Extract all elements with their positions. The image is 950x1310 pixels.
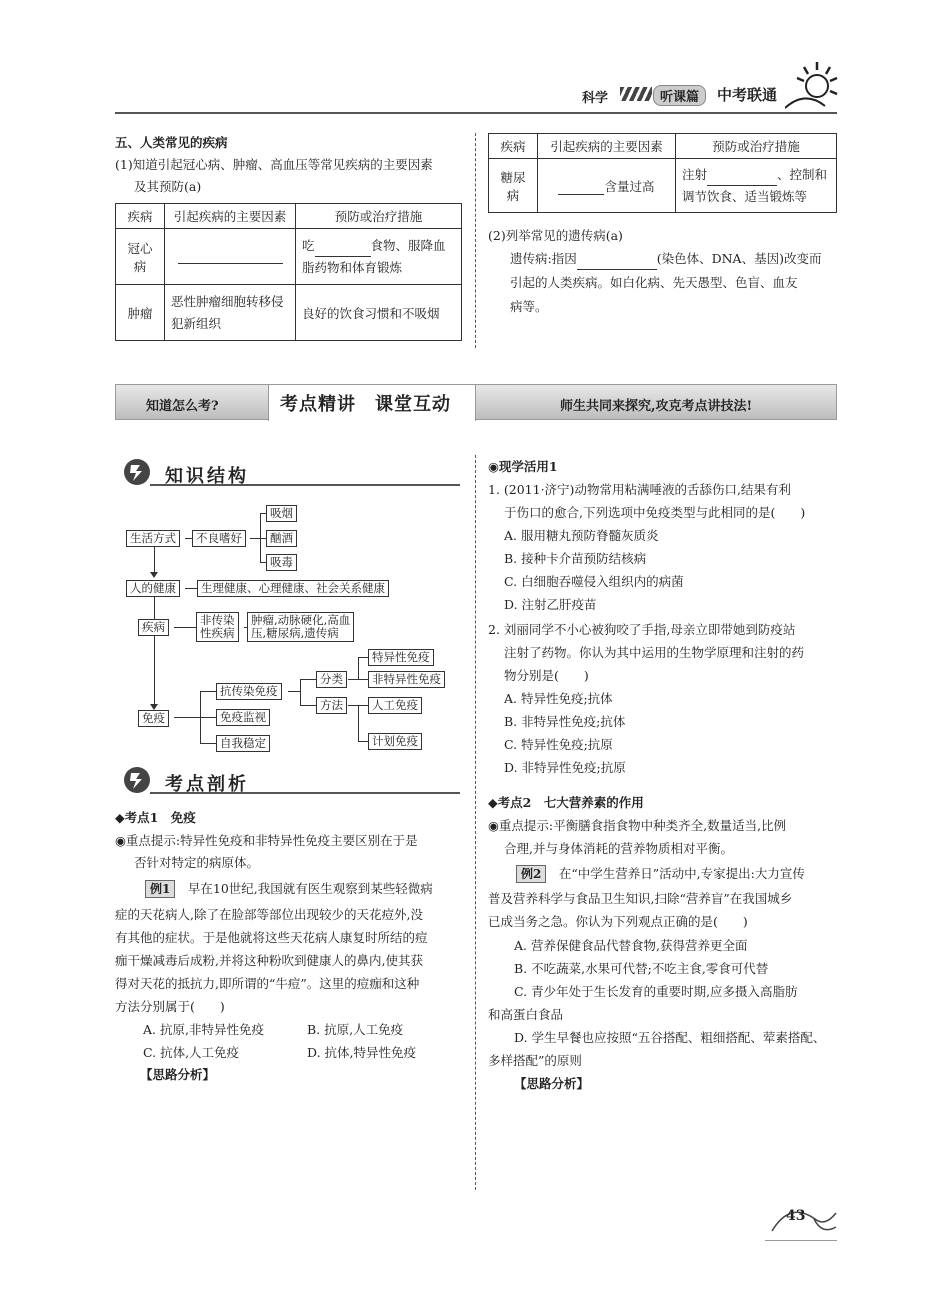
connector	[300, 679, 316, 680]
node-classify: 分类	[316, 671, 347, 688]
q1-option-a[interactable]: A. 服用糖丸预防脊髓灰质炎	[504, 528, 659, 543]
table-header: 预防或治疗措施	[296, 204, 462, 229]
connector	[185, 588, 197, 589]
example2-option-c[interactable]: C. 青少年处于生长发育的重要时期,应多摄入高脂肪	[514, 984, 798, 999]
q2-line3: 物分别是( )	[504, 668, 589, 683]
example1-option-a[interactable]: A. 抗原,非特异性免疫	[143, 1022, 264, 1037]
node-artificial: 人工免疫	[368, 697, 422, 714]
table-cell-disease: 糖尿病	[489, 159, 538, 213]
example2-option-a[interactable]: A. 营养保健食品代替食物,获得营养更全面	[514, 938, 748, 953]
arrow-down-icon	[150, 572, 158, 578]
example1-option-d[interactable]: D. 抗体,特异性免疫	[307, 1045, 416, 1060]
table-header: 预防或治疗措施	[676, 134, 837, 159]
banner-center-text: 考点精讲 课堂互动	[280, 394, 451, 415]
analysis-heading: 考点剖析	[165, 774, 249, 795]
section5-title: 五、人类常见的疾病	[115, 135, 228, 150]
point2-tip-line1: ◉重点提示:平衡膳食指食物中种类齐全,数量适当,比例	[488, 818, 787, 833]
q2-option-b[interactable]: B. 非特异性免疫;抗体	[504, 714, 626, 729]
node-specific: 特异性免疫	[368, 649, 434, 666]
table-cell-prevent: 注射 、控制和 调节饮食、适当锻炼等	[676, 159, 837, 213]
connector	[288, 691, 300, 692]
connector	[250, 538, 260, 539]
knowledge-heading: 知识结构	[165, 466, 249, 487]
connector	[358, 679, 368, 680]
example1-line2: 有其他的症状。于是他就将这些天花病人康复时所结的痘	[115, 930, 428, 945]
analysis-label-2: 【思路分析】	[514, 1076, 590, 1091]
fill-blank[interactable]	[577, 255, 657, 270]
header-stripes-icon	[620, 87, 652, 101]
example2-line1: 普及营养科学与食品卫生知识,扫除“营养盲”在我国城乡	[488, 891, 793, 906]
node-disease: 疾病	[138, 619, 169, 636]
table-header: 引起疾病的主要因素	[538, 134, 676, 159]
node-lifestyle: 生活方式	[126, 530, 180, 547]
q2-option-c[interactable]: C. 特异性免疫;抗原	[504, 737, 613, 752]
fill-blank[interactable]	[315, 242, 371, 257]
fill-blank[interactable]	[707, 171, 777, 186]
node-planned: 计划免疫	[368, 733, 422, 750]
section5-item1-line2: 及其预防(a)	[134, 179, 202, 194]
connector	[358, 705, 368, 706]
node-drink: 酗酒	[266, 530, 297, 547]
table-cell-prevent: 吃 食物、服降血脂药物和体育锻炼	[296, 229, 462, 285]
connector	[348, 705, 358, 706]
page-header	[115, 60, 837, 110]
point1-tip-line1: ◉重点提示:特异性免疫和非特异性免疫主要区别在于是	[115, 833, 418, 848]
q2-line1: 2. 刘丽同学不小心被狗咬了手指,母亲立即带她到防疫站	[488, 622, 796, 637]
connector	[154, 547, 155, 575]
node-badhabit: 不良嗜好	[192, 530, 246, 547]
tag-label: 听课篇	[653, 85, 706, 106]
subject-label: 科学	[582, 91, 609, 106]
connector	[200, 717, 216, 718]
example2-option-c-cont: 和高蛋白食品	[488, 1007, 564, 1022]
connector	[358, 741, 368, 742]
point2-tip-line2: 合理,并与身体消耗的营养物质相对平衡。	[504, 841, 733, 856]
node-nonspecific: 非特异性免疫	[368, 671, 445, 688]
connector	[358, 657, 368, 658]
footer-rule	[765, 1240, 837, 1241]
table-cell-cause	[165, 229, 296, 285]
connector	[174, 717, 200, 718]
example2-option-d[interactable]: D. 学生早餐也应按照“五谷搭配、粗细搭配、荤素搭配、	[514, 1030, 826, 1045]
example1-line5: 方法分别属于( )	[115, 999, 225, 1014]
q2-option-d[interactable]: D. 非特异性免疫;抗原	[504, 760, 626, 775]
item2-line1: 遗传病:指因 (染色体、DNA、基因)改变而	[510, 247, 821, 270]
table-cell-prevent: 良好的饮食习惯和不吸烟	[296, 285, 462, 341]
connector	[358, 705, 359, 741]
q2-line2: 注射了药物。你认为其中运用的生物学原理和注射的药	[504, 645, 805, 660]
node-smoke: 吸烟	[266, 505, 297, 522]
point2-title: ◆考点2 七大营养素的作用	[488, 795, 644, 810]
analysis-heading-icon	[122, 765, 152, 795]
banner-right-text: 师生共同来探究,攻克考点讲技法!	[560, 399, 753, 414]
node-noninfectious: 非传染 性疾病	[196, 612, 239, 642]
q1-option-b[interactable]: B. 接种卡介苗预防结核病	[504, 551, 647, 566]
example2-option-d-cont: 多样搭配”的原则	[488, 1053, 582, 1068]
node-health: 人的健康	[126, 580, 180, 597]
page-number: 43	[786, 1208, 806, 1224]
q1-line2: 于伤口的愈合,下列选项中免疫类型与此相同的是( )	[504, 505, 806, 520]
q1-line1: 1. (2011·济宁)动物常用粘满唾液的舌舔伤口,结果有利	[488, 482, 791, 497]
item2-title: (2)列举常见的遗传病(a)	[488, 228, 623, 243]
example1-line0: 例1 早在10世纪,我国就有医生观察到某些轻微病	[145, 877, 433, 900]
column-divider	[475, 133, 477, 348]
node-immune: 免疫	[138, 710, 169, 727]
knowledge-heading-icon	[122, 457, 152, 487]
item2-line3: 病等。	[510, 299, 548, 314]
example1-line1: 症的天花病人,除了在脸部等部位出现较少的天花痘外,没	[115, 907, 423, 922]
q1-option-c[interactable]: C. 白细胞吞噬侵入组织内的病菌	[504, 574, 684, 589]
example1-option-c[interactable]: C. 抗体,人工免疫	[143, 1045, 240, 1060]
example-label: 例1	[145, 880, 175, 898]
fill-blank[interactable]	[558, 180, 604, 195]
example1-line4: 得对天花的抵抗力,即所谓的“牛痘”。这里的痘痂和这种	[115, 976, 420, 991]
point1-tip-line2: 否针对特定的病原体。	[134, 855, 260, 870]
table-cell-disease: 肿瘤	[116, 285, 165, 341]
banner-left-text: 知道怎么考?	[146, 399, 219, 414]
node-self-stable: 自我稳定	[216, 735, 270, 752]
node-health-def: 生理健康、心理健康、社会关系健康	[197, 580, 389, 597]
example1-line3: 痂干燥减毒后成粉,并将这种粉吹到健康人的鼻内,使其获	[115, 953, 423, 968]
connector	[154, 597, 155, 709]
point1-title: ◆考点1 免疫	[115, 810, 196, 825]
q2-option-a[interactable]: A. 特异性免疫;抗体	[504, 691, 613, 706]
node-immune-monitor: 免疫监视	[216, 709, 270, 726]
q1-option-d[interactable]: D. 注射乙肝疫苗	[504, 597, 597, 612]
connector	[200, 691, 216, 692]
disease-table-left	[115, 203, 462, 341]
connector	[348, 679, 358, 680]
connector	[358, 657, 359, 679]
brand-label: 中考联通	[717, 86, 778, 104]
fill-blank[interactable]	[178, 249, 283, 264]
item2-line2: 引起的人类疾病。如白化病、先天愚型、色盲、血友	[510, 275, 798, 290]
example2-line2: 已成当务之急。你认为下列观点正确的是( )	[488, 914, 748, 929]
disease-table-right	[488, 133, 837, 213]
connector	[300, 705, 316, 706]
connector	[300, 679, 301, 705]
table-cell-cause: 恶性肿瘤细胞转移侵犯新组织	[165, 285, 296, 341]
example1-option-b[interactable]: B. 抗原,人工免疫	[307, 1022, 404, 1037]
analysis-label-1: 【思路分析】	[140, 1067, 216, 1082]
header-rule	[115, 112, 837, 114]
example2-line0: 例2 在“中学生营养日”活动中,专家提出:大力宣传	[516, 862, 805, 885]
connector	[174, 627, 196, 628]
connector	[200, 743, 216, 744]
practice-title: ◉现学活用1	[488, 459, 558, 474]
table-cell-disease: 冠心病	[116, 229, 165, 285]
table-header: 疾病	[116, 204, 165, 229]
table-header: 引起疾病的主要因素	[165, 204, 296, 229]
table-header: 疾病	[489, 134, 538, 159]
example2-option-b[interactable]: B. 不吃蔬菜,水果可代替;不吃主食,零食可代替	[514, 961, 769, 976]
node-drug: 吸毒	[266, 554, 297, 571]
sun-logo-icon	[785, 60, 840, 112]
table-cell-cause: 含量过高	[538, 159, 676, 213]
node-noninfectious-list: 肿瘤,动脉硬化,高血 压,糖尿病,遗传病	[247, 612, 354, 642]
section5-item1-line1: (1)知道引起冠心病、肿瘤、高血压等常见疾病的主要因素	[115, 157, 433, 172]
column-divider	[475, 455, 477, 1190]
node-method: 方法	[316, 697, 347, 714]
example-label: 例2	[516, 865, 546, 883]
node-anti-infection: 抗传染免疫	[216, 683, 282, 700]
